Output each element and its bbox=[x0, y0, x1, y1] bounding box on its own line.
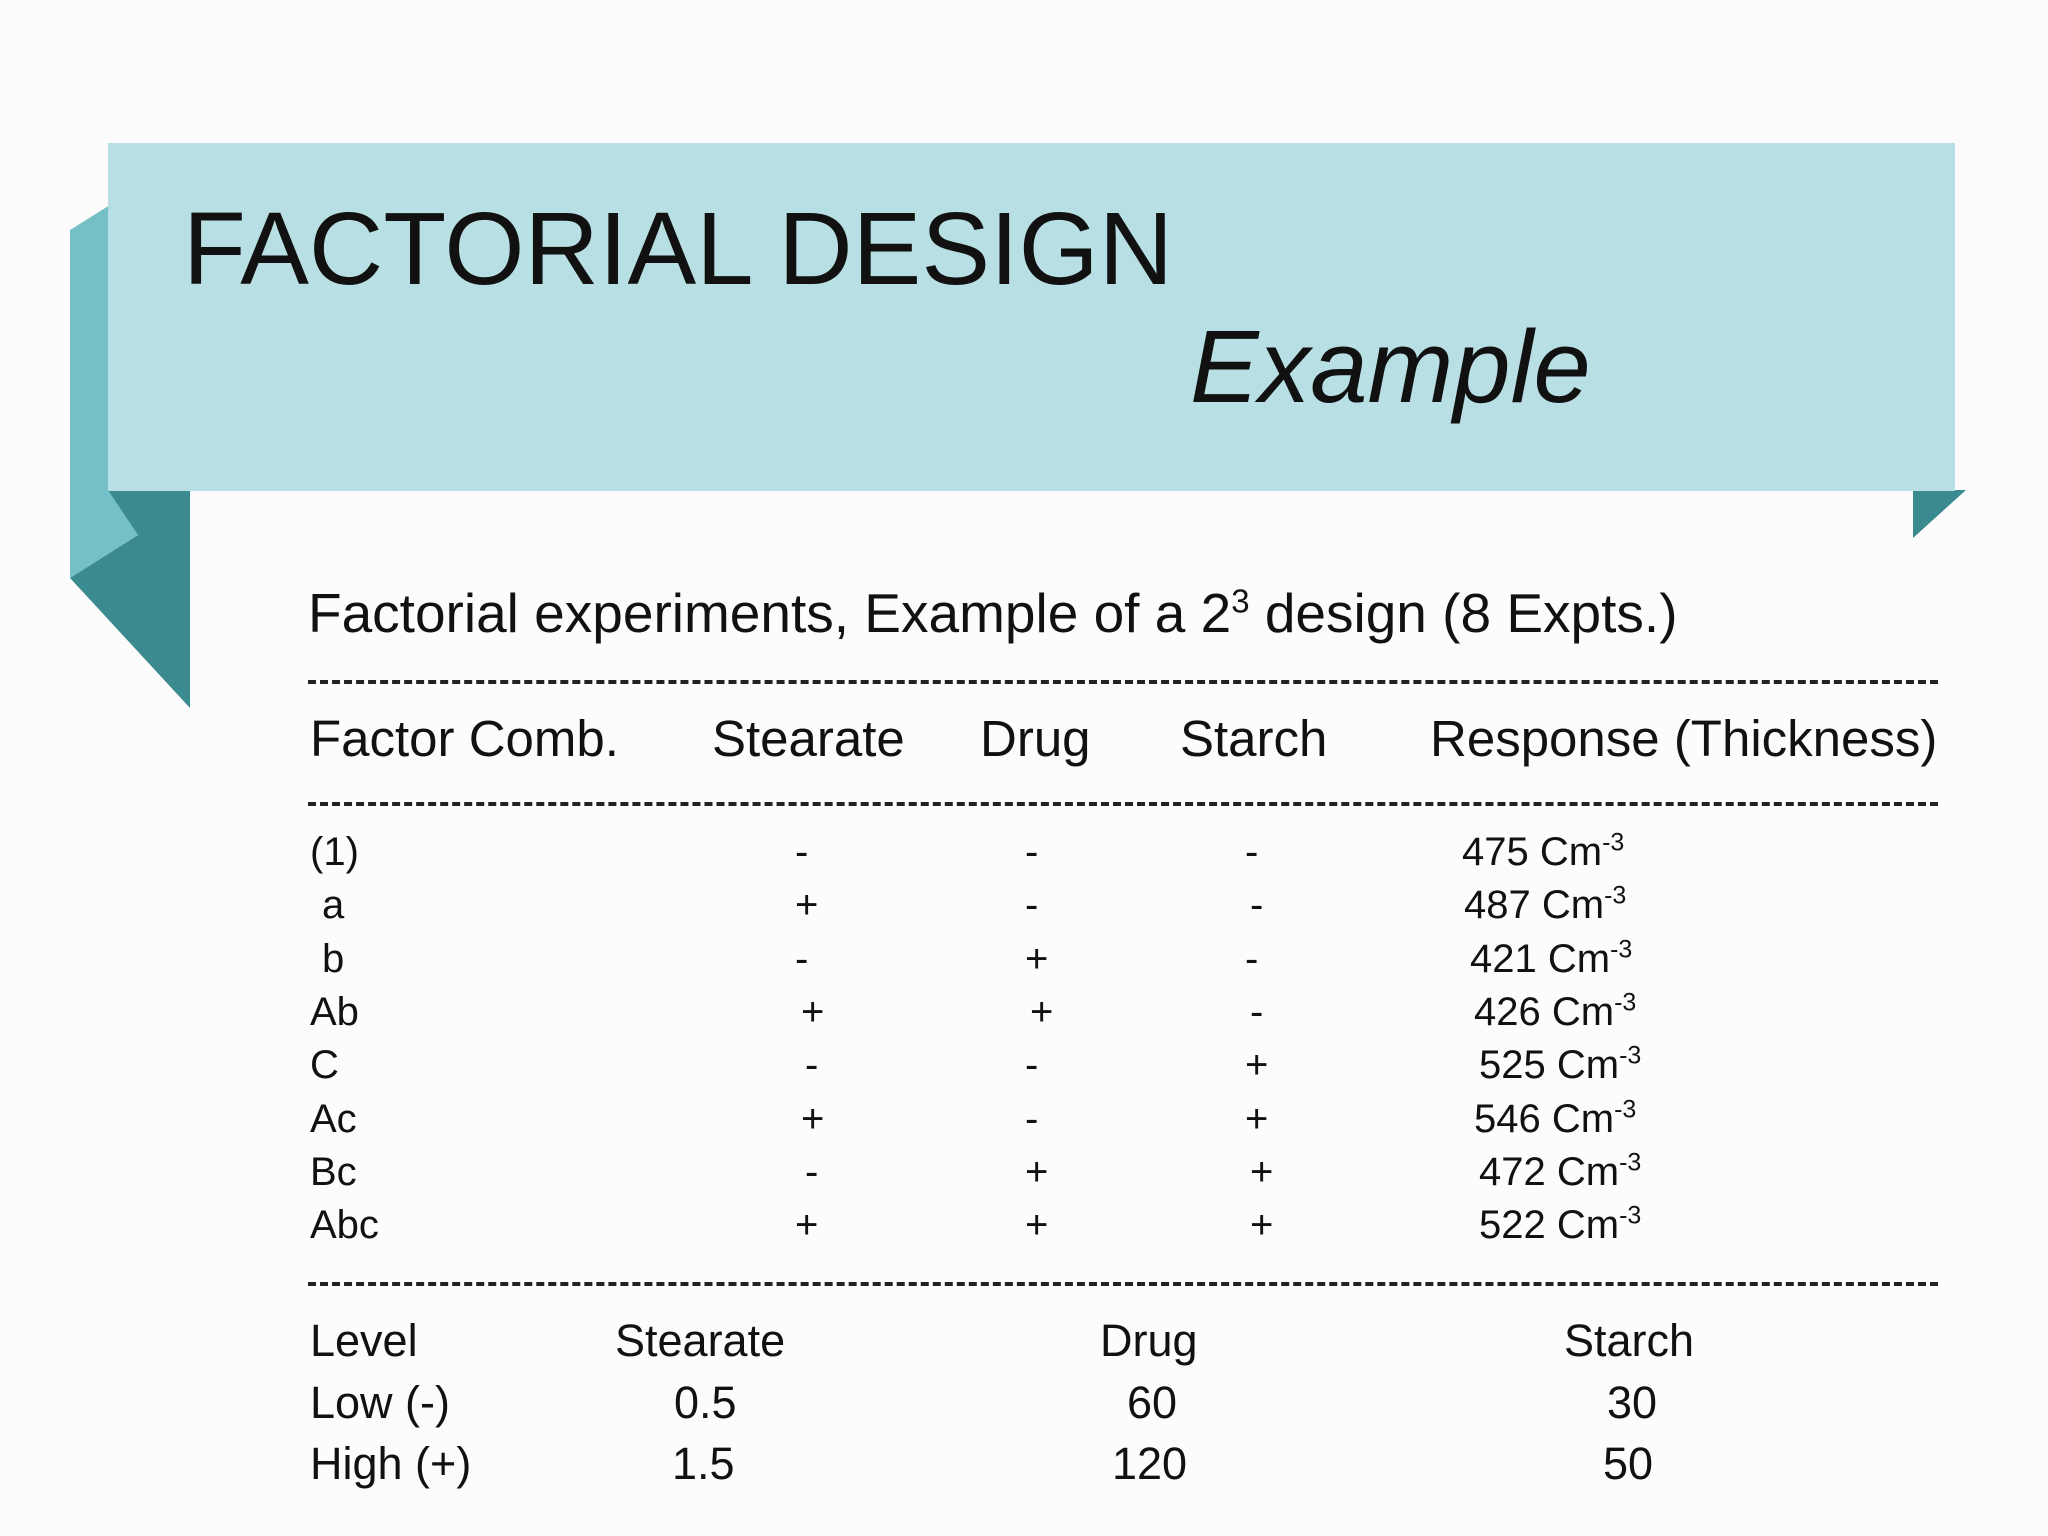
divider-top bbox=[308, 680, 1938, 684]
table-row bbox=[0, 1041, 2048, 1093]
response-unit: Cm bbox=[1556, 1203, 1620, 1248]
cell-drug: + bbox=[1030, 989, 1054, 1034]
cell-response bbox=[1479, 1148, 1642, 1194]
response-unit-exponent: -3 bbox=[1619, 1041, 1642, 1070]
table-heading bbox=[308, 580, 1678, 646]
cell-drug: - bbox=[1025, 830, 1039, 874]
divider-header bbox=[308, 802, 1938, 806]
cell-factor-comb: a bbox=[322, 883, 345, 928]
response-unit: Cm bbox=[1556, 1043, 1620, 1088]
cell-drug: - bbox=[1025, 1043, 1039, 1088]
response-unit-exponent: -3 bbox=[1619, 1148, 1642, 1177]
table-row bbox=[0, 881, 2048, 933]
table-row bbox=[0, 1148, 2048, 1200]
table-row bbox=[0, 1201, 2048, 1253]
table-row bbox=[0, 935, 2048, 987]
cell-drug: + bbox=[1025, 1149, 1049, 1194]
cell-drug: - bbox=[1025, 1096, 1039, 1141]
cell-starch: - bbox=[1250, 989, 1264, 1034]
level-header-label: Level bbox=[310, 1315, 418, 1366]
response-unit: Cm bbox=[1551, 1096, 1615, 1141]
cell-response bbox=[1474, 1095, 1637, 1141]
level-low-starch: 30 bbox=[1607, 1377, 1658, 1428]
cell-factor-comb: Ac bbox=[310, 1096, 357, 1141]
cell-response bbox=[1479, 1201, 1642, 1248]
cell-factor-comb: (1) bbox=[310, 830, 359, 874]
heading-exponent: 3 bbox=[1231, 582, 1250, 620]
response-unit: Cm bbox=[1539, 830, 1603, 874]
cell-starch: - bbox=[1250, 883, 1264, 928]
header-stearate: Stearate bbox=[712, 710, 905, 767]
level-high-stearate: 1.5 bbox=[672, 1438, 735, 1489]
response-unit: Cm bbox=[1541, 883, 1605, 928]
response-unit: Cm bbox=[1547, 936, 1611, 981]
response-unit-exponent: -3 bbox=[1614, 1095, 1637, 1124]
level-low-drug: 60 bbox=[1127, 1377, 1178, 1428]
heading-text: Factorial experiments, Example of a 2 bbox=[308, 582, 1232, 644]
cell-stearate: + bbox=[801, 1096, 825, 1141]
table-row bbox=[0, 988, 2048, 1040]
cell-starch: + bbox=[1250, 1149, 1274, 1194]
cell-stearate: + bbox=[795, 883, 819, 928]
cell-stearate: - bbox=[795, 936, 809, 981]
table-row bbox=[0, 1095, 2048, 1147]
response-unit-exponent: -3 bbox=[1614, 988, 1637, 1017]
cell-starch: - bbox=[1245, 936, 1259, 981]
slide-title: FACTORIAL DESIGN bbox=[183, 191, 1174, 306]
response-value: 487 bbox=[1464, 883, 1531, 928]
response-value: 546 bbox=[1474, 1096, 1541, 1141]
cell-factor-comb: b bbox=[322, 936, 345, 981]
level-header-starch: Starch bbox=[1564, 1315, 1695, 1366]
response-value: 421 bbox=[1470, 936, 1537, 981]
header-drug: Drug bbox=[980, 710, 1091, 767]
cell-response bbox=[1479, 1041, 1642, 1088]
cell-factor-comb: Bc bbox=[310, 1149, 357, 1194]
response-value: 472 bbox=[1479, 1149, 1546, 1194]
cell-starch: + bbox=[1245, 1096, 1269, 1141]
cell-drug: - bbox=[1025, 883, 1039, 928]
cell-factor-comb: Abc bbox=[310, 1203, 379, 1248]
cell-response bbox=[1464, 881, 1627, 928]
level-high-starch: 50 bbox=[1603, 1438, 1654, 1489]
cell-stearate: - bbox=[805, 1043, 819, 1088]
response-value: 475 bbox=[1462, 830, 1529, 874]
cell-starch: + bbox=[1250, 1203, 1274, 1248]
cell-factor-comb: Ab bbox=[310, 989, 359, 1034]
ribbon-right-fold bbox=[1913, 490, 1966, 538]
response-value: 522 bbox=[1479, 1203, 1546, 1248]
response-unit: Cm bbox=[1551, 989, 1615, 1034]
cell-starch: + bbox=[1245, 1043, 1269, 1088]
response-unit-exponent: -3 bbox=[1610, 935, 1633, 964]
response-unit-exponent: -3 bbox=[1602, 828, 1625, 857]
response-unit: Cm bbox=[1556, 1149, 1620, 1194]
cell-factor-comb: C bbox=[310, 1043, 339, 1088]
level-high-label: High (+) bbox=[310, 1438, 472, 1489]
heading-text-end: design (8 Expts.) bbox=[1249, 582, 1678, 644]
cell-response bbox=[1474, 988, 1637, 1034]
header-response: Response (Thickness) bbox=[1430, 710, 1938, 767]
level-low-stearate: 0.5 bbox=[674, 1377, 737, 1428]
table-row bbox=[0, 828, 2048, 880]
header-starch: Starch bbox=[1180, 710, 1328, 767]
cell-drug: + bbox=[1025, 1203, 1049, 1248]
cell-response bbox=[1470, 935, 1633, 981]
level-header-drug: Drug bbox=[1100, 1315, 1198, 1366]
response-unit-exponent: -3 bbox=[1619, 1201, 1642, 1230]
response-value: 426 bbox=[1474, 989, 1541, 1034]
response-value: 525 bbox=[1479, 1043, 1546, 1088]
cell-stearate: - bbox=[805, 1149, 819, 1194]
cell-stearate: + bbox=[801, 989, 825, 1034]
divider-bottom bbox=[308, 1282, 1938, 1286]
cell-stearate: + bbox=[795, 1203, 819, 1248]
level-low-label: Low (-) bbox=[310, 1377, 451, 1428]
cell-stearate: - bbox=[795, 830, 809, 874]
response-unit-exponent: -3 bbox=[1604, 881, 1627, 910]
cell-response bbox=[1462, 828, 1625, 874]
cell-starch: - bbox=[1245, 830, 1259, 874]
header-factor-comb: Factor Comb. bbox=[310, 710, 619, 767]
cell-drug: + bbox=[1025, 936, 1049, 981]
level-high-drug: 120 bbox=[1112, 1438, 1188, 1489]
level-header-stearate: Stearate bbox=[615, 1315, 786, 1366]
slide-subtitle: Example bbox=[1190, 309, 1591, 424]
